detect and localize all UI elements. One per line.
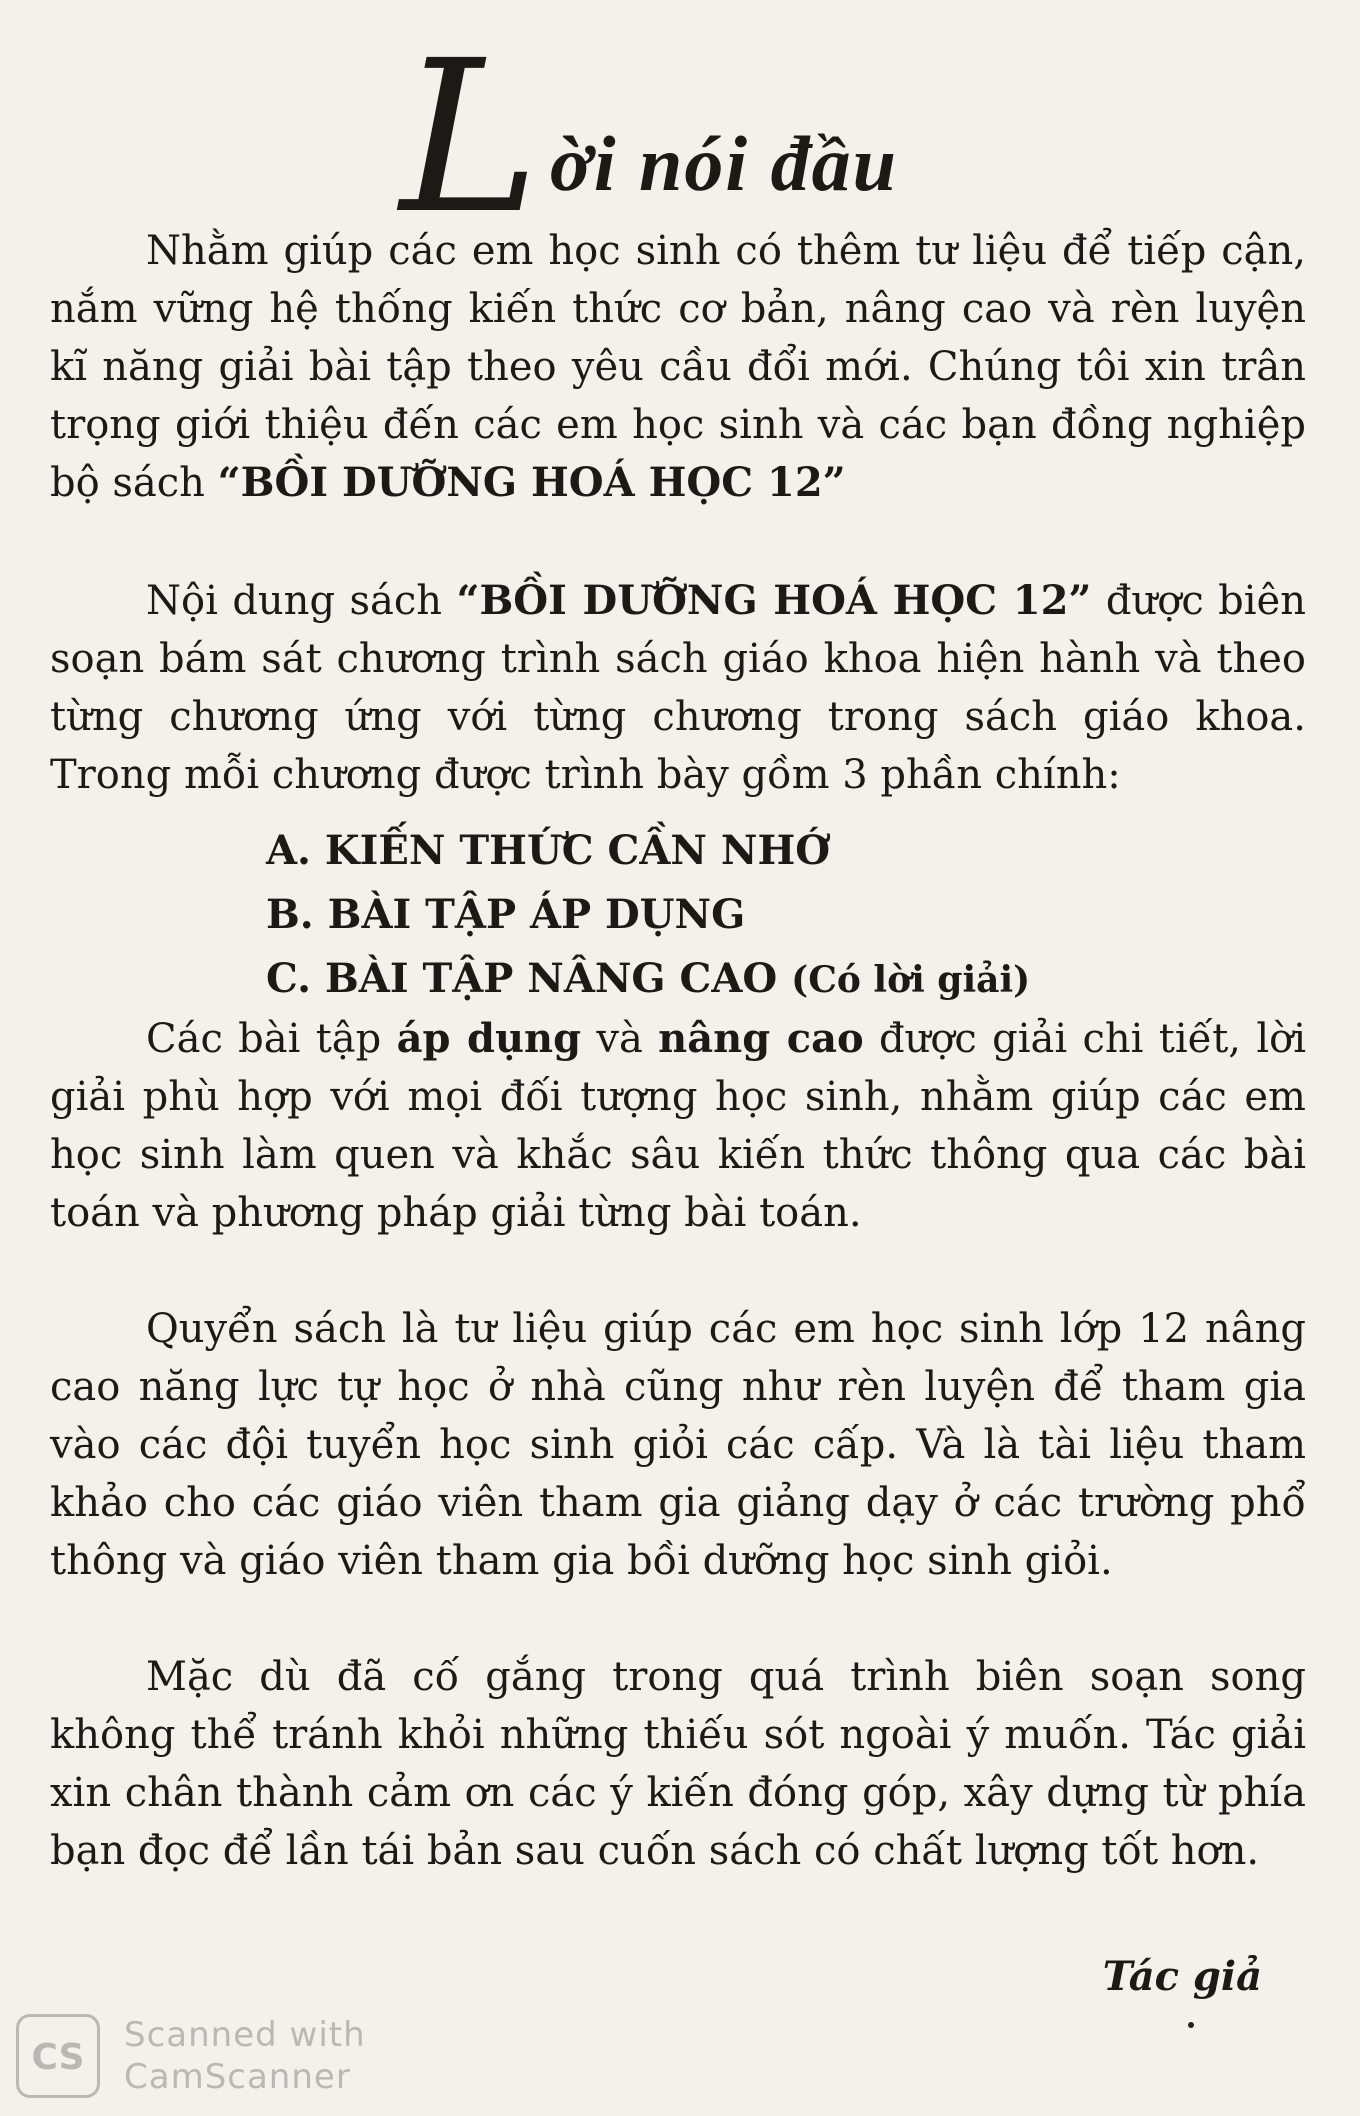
section-c-label: C. BÀI TẬP NÂNG CAO [266,955,792,1002]
paragraph-3 [50,1010,1306,1242]
paragraph-2 [50,572,1306,804]
paragraph-5-text: Mặc dù đã cố gắng trong quá trình biên soạn song không thể tránh khỏi những thiếu sót ngoài ý muốn. Tác giải xin chân thành cảm ơn các ý kiến đóng góp, xây dựng từ phía bạn đọc để lần tái bản sau cuốn sách có chất lượng tốt hơn. [50,1654,1306,1874]
title-initial: L [400,15,540,260]
section-a: A. KIẾN THỨC CẦN NHỚ [266,827,831,874]
paragraph-3-text-c: được giải chi tiết, lời giải phù hợp với mọi đối tượng học sinh, nhằm giúp các em học sinh làm quen và khắc sâu kiến thức thông qua các bài toán và phương pháp giải từng bài toán. [50,1016,1306,1236]
paragraph-2-text-b: được biên soạn bám sát chương trình sách giáo khoa hiện hành và theo từng chương ứng với từng chương trong sách giáo khoa. Trong mỗi chương được trình bày gồm 3 phần chính: [50,578,1306,798]
paragraph-2-text-a: Nội dung sách [146,578,457,624]
camscanner-logo-text: CS [31,2037,85,2078]
paragraph-5 [50,1648,1306,1880]
paragraph-1-text: Nhằm giúp các em học sinh có thêm tư liệu để tiếp cận, nắm vững hệ thống kiến thức cơ bản, nâng cao và rèn luyện kĩ năng giải bài tập theo yêu cầu đổi mới. Chúng tôi xin trân trọng giới thiệu đến các em học sinh và các bạn đồng nghiệp bộ sách [50,228,1306,506]
ink-dot [1188,2022,1194,2028]
watermark-line-2: CamScanner [124,2057,351,2097]
section-b: B. BÀI TẬP ÁP DỤNG [266,891,746,938]
camscanner-logo-icon [16,2014,100,2098]
watermark-text [124,2014,366,2098]
book-title: “BỒI DƯỠNG HOÁ HỌC 12” [217,459,846,506]
section-c-note: (Có lời giải) [791,959,1031,1001]
paragraph-1 [50,222,1306,512]
title-text: ời nói đầu [550,120,898,207]
author-signature: Tác giả [1102,1953,1262,2000]
section-list [266,822,1030,1009]
book-title: “BỒI DƯỠNG HOÁ HỌC 12” [456,577,1092,624]
section-c [266,950,1030,1009]
paragraph-4-text: Quyển sách là tư liệu giúp các em học sinh lớp 12 nâng cao năng lực tự học ở nhà cũng như rèn luyện để tham gia vào các đội tuyển học sinh giỏi các cấp. Và là tài liệu tham khảo cho các giáo viên tham gia giảng dạy ở các trường phổ thông và giáo viên tham gia bồi dưỡng học sinh giỏi. [50,1306,1306,1584]
camscanner-watermark [16,2014,376,2104]
watermark-line-1: Scanned with [124,2015,366,2055]
paragraph-3-text-b: và [581,1016,659,1062]
emphasis-ap-dung: áp dụng [396,1015,582,1062]
page-title [400,15,1020,260]
paragraph-3-text-a: Các bài tập [146,1016,397,1062]
emphasis-nang-cao: nâng cao [658,1015,864,1062]
paragraph-4 [50,1300,1306,1590]
